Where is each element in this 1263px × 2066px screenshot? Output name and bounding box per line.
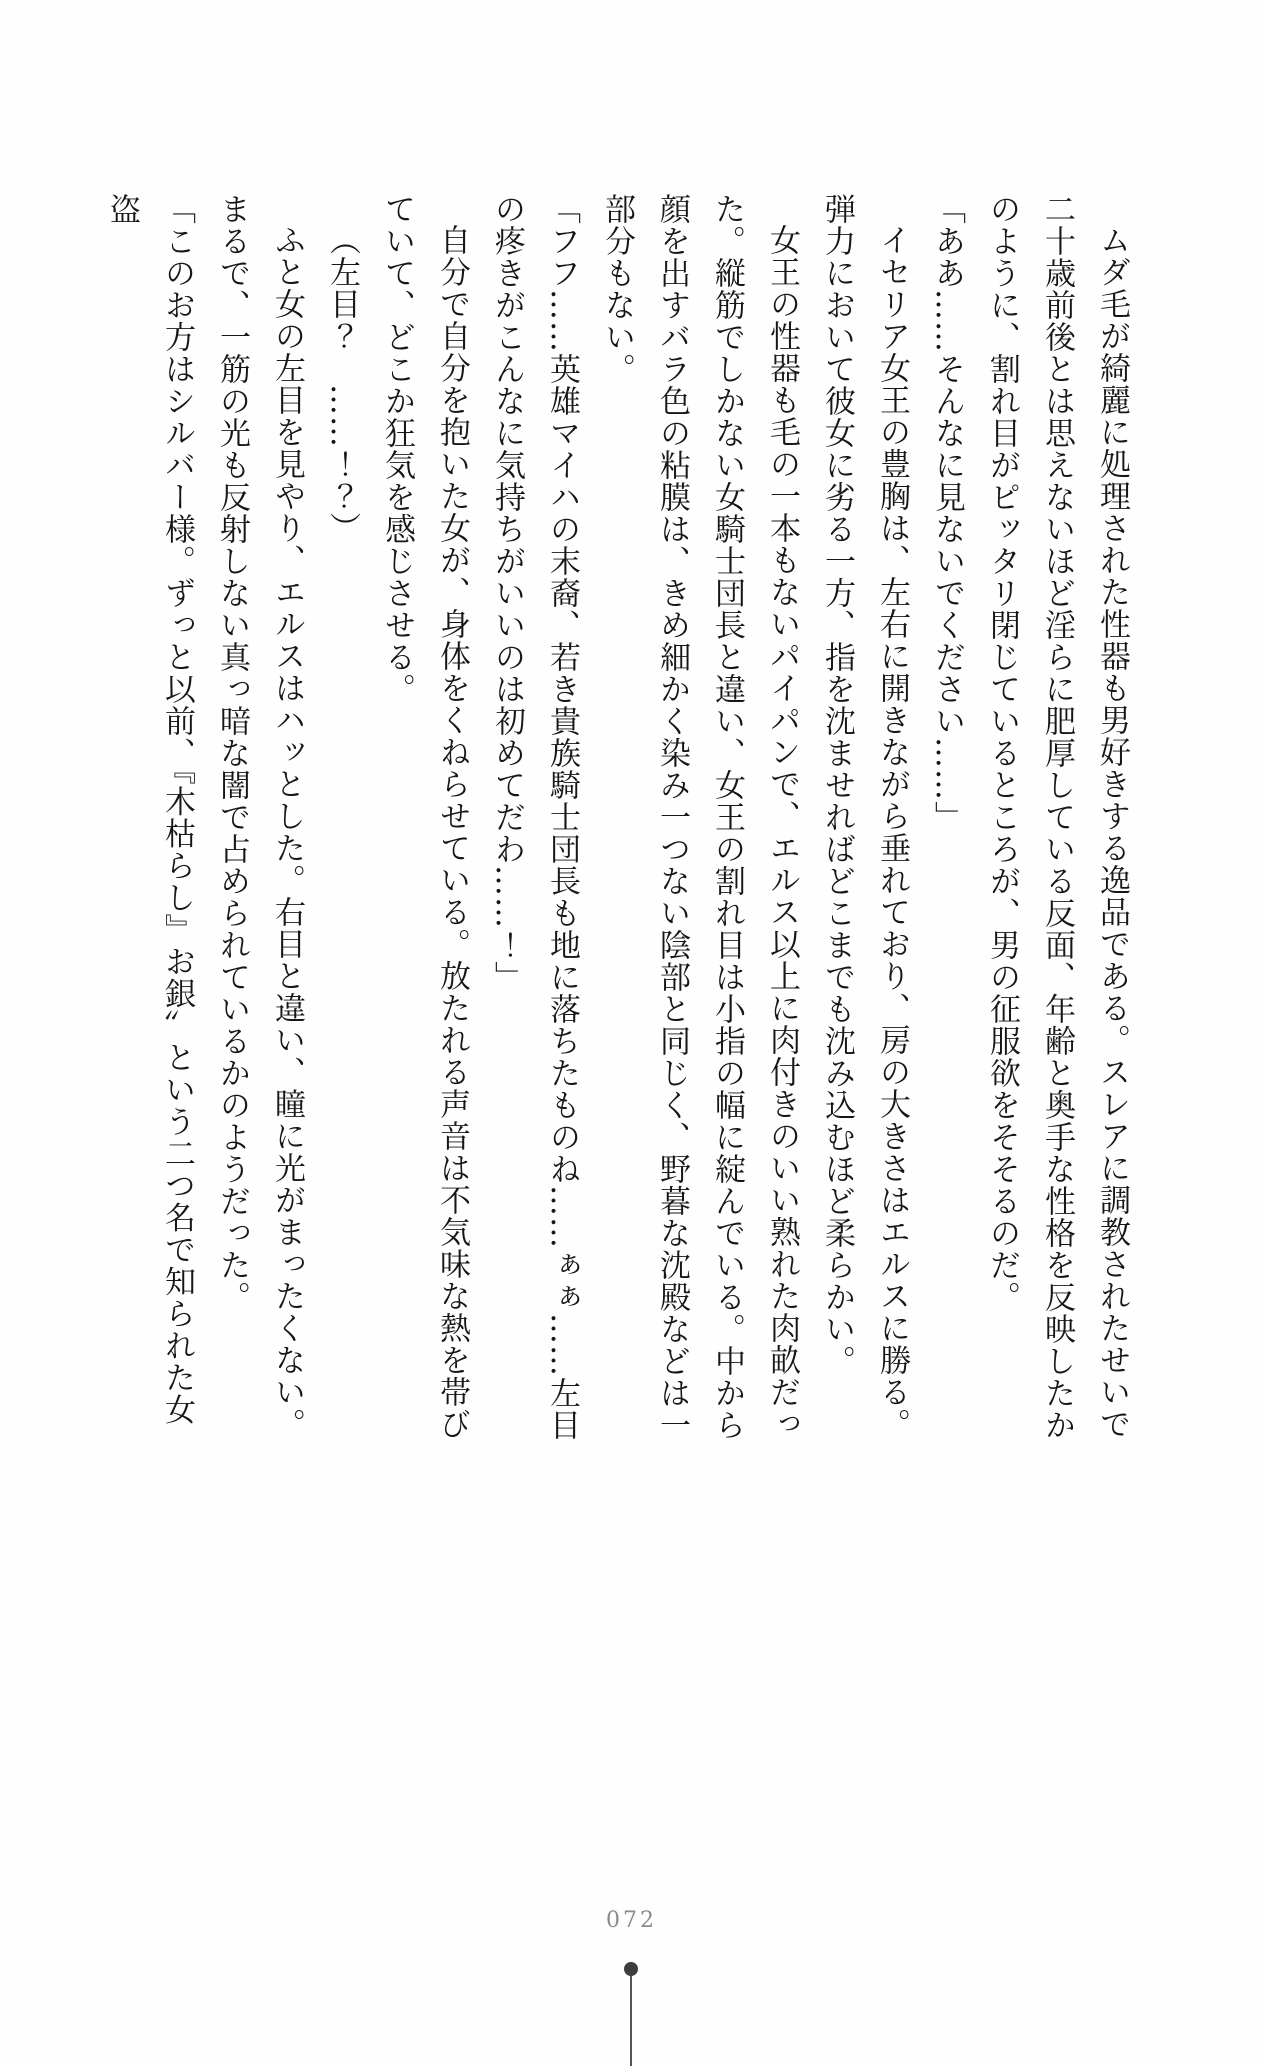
paragraph: ふと女の左目を見やり、エルスはハッとした。右目と違い、瞳に光がまったくない。まるで、一筋の光も反射しない真っ暗な闇で占められているかのようだった。 xyxy=(214,193,305,1440)
page-marker-dot-icon xyxy=(624,1962,638,1976)
paragraph: イセリア女王の豊胸は、左右に開きながら垂れており、房の大きさはエルスに勝る。弾力において彼女に劣る一方、指を沈ませればどこまでも沈み込むほど柔らかい。 xyxy=(819,193,910,1440)
paragraph-thought: （左目？ ……！？） xyxy=(324,224,360,544)
paragraph: 自分で自分を抱いた女が、身体をくねらせている。放たれる声音は不気味な熱を帯びていて、どこか狂気を感じさせる。 xyxy=(379,193,470,1440)
paragraph-dialogue: 「ああ……そんなに見ないでください……」 xyxy=(929,193,965,833)
paragraph: 女王の性器も毛の一本もないパイパンで、エルス以上に肉付きのいい熟れた肉畝だった。縦筋でしかない女騎士団長と違い、女王の割れ目は小指の幅に綻んでいる。中から顔を出すバラ色の粘膜は、きめ細かく染み一つない陰部と同じく、野暮な沈殿などは一部分もない。 xyxy=(599,193,800,1441)
page-marker-line xyxy=(630,1976,632,2066)
paragraph-dialogue: 「このお方はシルバー様。ずっと以前、『木枯らし』お銀〟という二つ名で知られた女盗 xyxy=(104,193,195,1426)
page-text xyxy=(104,193,1139,1449)
page-number: 072 xyxy=(606,1908,657,1933)
paragraph-dialogue: 「フフ……英雄マイハの末裔、若き貴族騎士団長も地に落ちたものね……ぁぁ……左目の疼きがこんなに気持ちがいいのは初めてだわ……！」 xyxy=(489,193,580,1441)
paragraph: ムダ毛が綺麗に処理された性器も男好きする逸品である。スレアに調教されたせいで二十歳前後とは思えないほど淫らに肥厚している反面、年齢と奥手な性格を反映したかのように、割れ目がピッタリ閉じているところが、男の征服欲をそそるのだ。 xyxy=(984,193,1130,1441)
